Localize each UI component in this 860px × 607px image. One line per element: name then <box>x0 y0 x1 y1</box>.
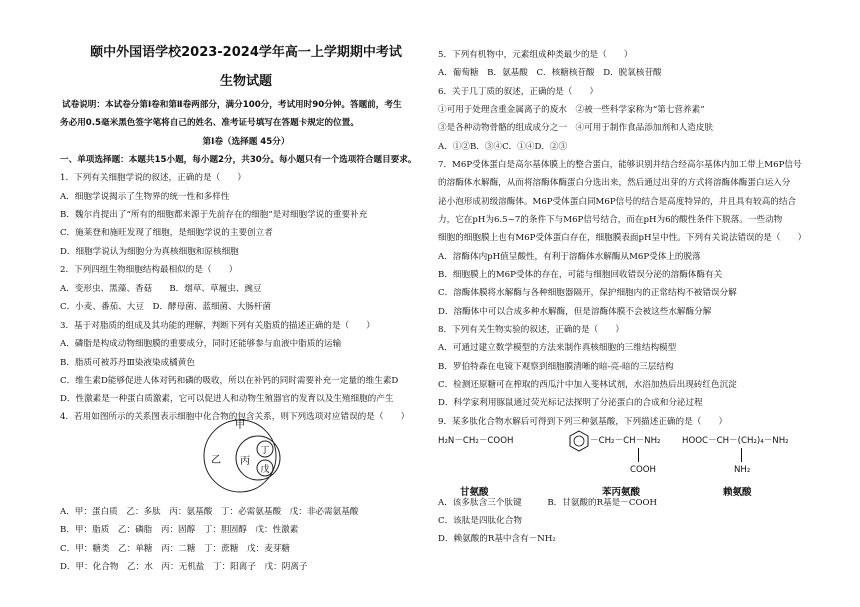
venn-label-jia: 甲 <box>235 420 245 431</box>
glycine-formula: H₂N－CH₂－COOH <box>438 436 514 446</box>
phenylalanine-caption: 苯丙氨酸 <box>602 487 641 498</box>
question-5: 5．下列有机物中，元素组成种类最少的是（ ） <box>438 50 633 60</box>
q8-option-a: A．可通过建立数学模型的方法来制作真核细胞的三维结构模型 <box>438 343 677 353</box>
glycine-caption: 甘氨酸 <box>460 487 489 498</box>
venn-diagram <box>200 418 296 494</box>
q6-statements-1: ①可用于处理含重金属离子的废水 ②被一些科学家称为“第七营养素” <box>438 105 705 115</box>
q1-option-c: C．施莱登和施旺发现了细胞，是细胞学说的主要创立者 <box>60 228 273 238</box>
phenylalanine-cooh: COOH <box>630 465 656 475</box>
exam-title: 颐中外国语学校2023-2024学年高一上学期期中考试 <box>90 45 402 60</box>
phenylalanine-formula: －CH₂－CH－NH₂ <box>590 436 661 446</box>
q3-option-c: C．维生素D能够促进人体对钙和磷的吸收，所以在补钙的同时需要补充一定量的维生素D <box>60 376 399 386</box>
q8-option-b: B．罗伯特森在电镜下观察到细胞膜清晰的暗-亮-暗的三层结构 <box>438 362 674 372</box>
question-2: 2．下列四组生物细胞结构最相似的是（ ） <box>60 265 238 275</box>
lysine-bond <box>741 448 742 462</box>
benzene-ring-icon <box>568 430 590 452</box>
q7-option-c: C．溶酶体膜将水解酶与各种细胞器隔开，保护细胞内的正常结构不被错误分解 <box>438 288 737 298</box>
q6-statements-2: ③是各种动物骨骼的组成成分之一 ④可用于制作食品添加剂和人造皮肤 <box>438 123 714 133</box>
notice-line-2: 务必用0.5毫米黑色签字笔将自己的姓名、准考证号填写在答题卡规定的位置。 <box>60 118 359 128</box>
q7-option-b: B．细胞膜上的M6P受体的存在，可能与细胞回收错误分泌的溶酶体酶有关 <box>438 270 723 280</box>
q1-option-b: B．魏尔肖提出了“所有的细胞都来源于先前存在的细胞”是对细胞学说的重要补充 <box>60 210 368 220</box>
q8-option-d: D．科学家利用豚鼠通过荧光标记法探明了分泌蛋白的合成和分泌过程 <box>438 398 703 408</box>
q7-line-3: 泌小泡形成初级溶酶体。M6P受体蛋白同M6P信号的结合是高度特异的，并且具有较高的结合 <box>438 197 797 207</box>
question-9: 9．某多肽化合物水解后可得到下列三种氨基酸，下列描述正确的是（ ） <box>438 417 728 427</box>
q4-option-d: D．甲：化合物 乙：水 丙：无机盐 丁：阳离子 戊：阴离子 <box>60 562 308 572</box>
question-1: 1．下列有关细胞学说的叙述，正确的是（ ） <box>60 173 246 183</box>
q2-options-ab: A．变形虫、黑藻、香菇 B．烟草、草履虫、豌豆 <box>60 284 262 294</box>
lysine-formula: HOOC－CH－(CH₂)₄－NH₂ <box>682 436 789 446</box>
question-8: 8．下列有关生物实验的叙述，正确的是（ ） <box>438 325 624 335</box>
part-heading: 第Ⅰ卷（选择题 45分） <box>202 137 290 147</box>
question-6: 6．关于几丁质的叙述，正确的是（ ） <box>438 87 599 97</box>
exam-subject: 生物试题 <box>219 74 272 89</box>
q3-option-d: D．性激素是一种蛋白质激素，它可以促进人和动物生殖器官的发育以及生殖细胞的产生 <box>60 394 394 404</box>
q4-option-b: B．甲：脂质 乙：磷脂 丙：固醇 丁：胆固醇 戊：性激素 <box>60 525 299 535</box>
q9-options-ab: A．该多肽含三个肽键 B．甘氨酸的R基是－COOH <box>438 498 658 508</box>
venn-label-wu: 戊 <box>260 465 270 475</box>
q4-option-a: A．甲：蛋白质 乙：多肽 丙：氨基酸 丁：必需氨基酸 戊：非必需氨基酸 <box>60 507 359 517</box>
venn-label-ding: 丁 <box>260 446 270 456</box>
section-heading: 一、单项选择题：本题共15小题，每小题2分，共30分。每小题只有一个选项符合题目要求。 <box>60 155 417 165</box>
lysine-caption: 赖氨酸 <box>723 487 752 498</box>
q1-option-a: A．细胞学说揭示了生物界的统一性和多样性 <box>60 192 230 202</box>
q7-line-1: 7．M6P受体蛋白是高尔基体膜上的整合蛋白，能够识别并结合经高尔基体内加工带上M6P信号 <box>438 160 802 170</box>
q4-option-c: C．甲：糖类 乙：单糖 丙：二糖 丁：蔗糖 戊：麦芽糖 <box>60 544 291 554</box>
q9-option-c: C．该肽是四肽化合物 <box>438 516 522 526</box>
q3-option-a: A．磷脂是构成动物细胞膜的重要成分，同时还能够参与血液中脂质的运输 <box>60 339 342 349</box>
venn-label-bing: 丙 <box>240 456 250 467</box>
question-4: 4．若用如图所示的关系图表示细胞中化合物的包含关系，则下列选项对应错误的是（ ） <box>60 412 410 422</box>
q7-option-a: A．溶酶体内pH值呈酸性，有利于溶酶体水解酶从M6P受体上的脱落 <box>438 252 701 262</box>
lysine-nh2: NH₂ <box>734 465 751 475</box>
phenylalanine-bond <box>638 448 639 462</box>
q7-line-4: 力，它在pH为6.5~7的条件下与M6P信号结合，而在pH为6的酸性条件下脱落。一些动物 <box>438 215 783 225</box>
notice-line-1: 试卷说明：本试卷分第Ⅰ卷和第Ⅱ卷两部分，满分100分，考试用时90分钟。答题前，考生 <box>62 100 402 110</box>
q7-line-2: 的溶酶体水解酶，从而将溶酶体酶蛋白分选出来，然后通过出芽的方式将溶酶体酶蛋白运入分 <box>438 178 791 188</box>
q1-option-d: D．细胞学说认为细胞分为真核细胞和原核细胞 <box>60 247 239 257</box>
q7-line-5: 细胞的细胞膜上也有M6P受体蛋白存在，细胞膜表面pH呈中性。下列有关说法错误的是（ ） <box>438 233 807 243</box>
q9-option-d: D．赖氨酸的R基中含有－NH₂ <box>438 534 556 544</box>
question-3: 3．基于对脂质的组成及其功能的理解，判断下列有关脂质的描述正确的是（ ） <box>60 321 375 331</box>
q6-options: A．①②B．③④C．①④D．②③ <box>438 142 568 152</box>
q8-option-c: C．检测还原糖可在榨取的西瓜汁中加入斐林试剂，水浴加热后出现砖红色沉淀 <box>438 380 737 390</box>
q7-option-d: D．溶酶体中可以合成多种水解酶，但是溶酶体膜不会被这些水解酶分解 <box>438 307 712 317</box>
q2-options-cd: C．小麦、番茄、大豆 D．酵母菌、蓝细菌、大肠杆菌 <box>60 302 272 312</box>
q3-option-b: B．脂质可被苏丹Ⅲ染液染成橘黄色 <box>60 358 195 368</box>
venn-label-yi: 乙 <box>211 455 221 466</box>
q5-options: A．葡萄糖 B．氨基酸 C．核糖核苷酸 D．脱氧核苷酸 <box>438 68 662 78</box>
